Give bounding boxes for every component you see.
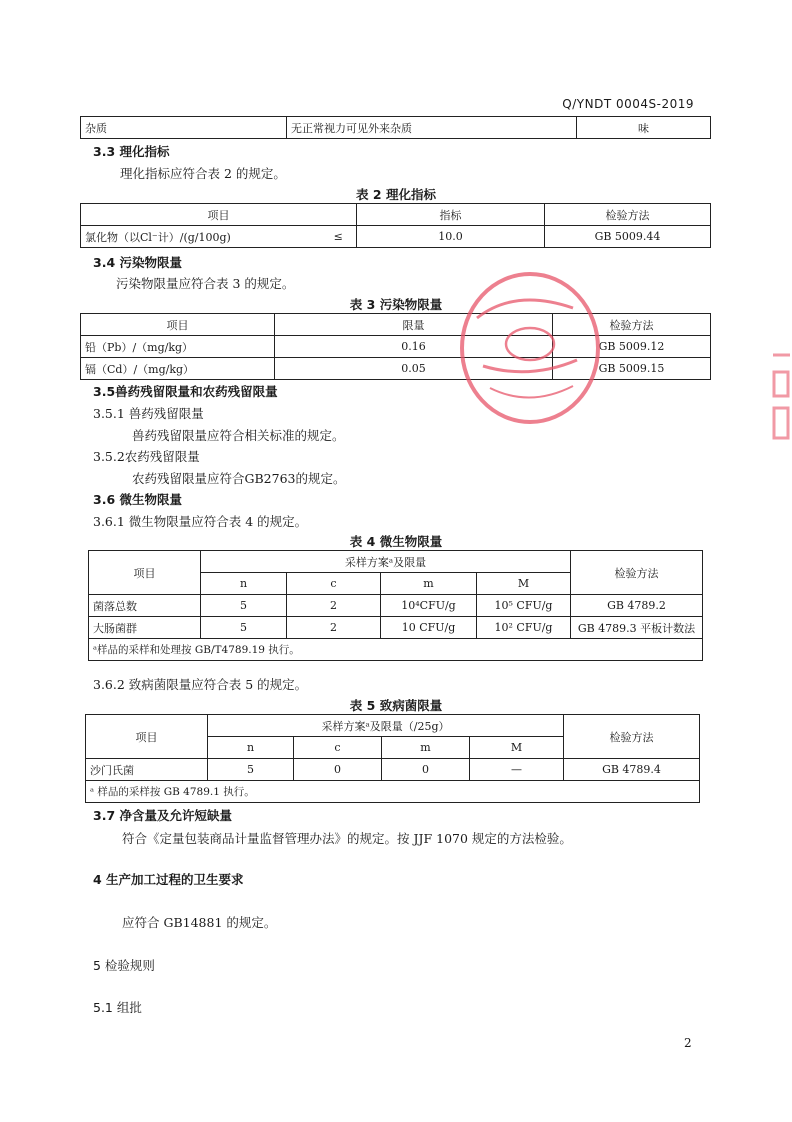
column-header: 项目	[89, 551, 201, 595]
subsection-heading-3-5-2: 3.5.2农药残留限量	[93, 449, 200, 464]
table-header-row	[86, 715, 700, 737]
section-heading-5-1: 5.1 组批	[93, 1000, 142, 1015]
table-3	[80, 313, 711, 380]
page-number: 2	[684, 1036, 692, 1050]
column-header: 采样方案ᵃ及限量	[201, 551, 571, 573]
table-cell: 杂质	[81, 117, 287, 139]
table-cell: 0	[382, 759, 470, 781]
column-header: m	[382, 737, 470, 759]
table-2	[80, 203, 711, 248]
column-header: 采样方案ᵃ及限量（/25g）	[208, 715, 564, 737]
column-header: 项目	[86, 715, 208, 759]
table-cell: 氯化物（以Cl⁻计）/(g/100g)	[81, 226, 321, 248]
table-header-row	[89, 551, 703, 573]
table-cell: 10.0	[357, 226, 545, 248]
section-heading-3-6: 3.6 微生物限量	[93, 492, 182, 507]
table-row	[81, 117, 711, 139]
column-header: 检验方法	[553, 314, 711, 336]
paragraph-3-6-2: 3.6.2 致病菌限量应符合表 5 的规定。	[93, 677, 308, 692]
table-cell: —	[470, 759, 564, 781]
table-cell: GB 5009.15	[553, 358, 711, 380]
column-header: 项目	[81, 314, 275, 336]
table-cell: GB 5009.44	[545, 226, 711, 248]
section-heading-3-3: 3.3 理化指标	[93, 144, 170, 159]
table-row	[81, 226, 711, 248]
table-row	[89, 595, 703, 617]
table-note: ᵃ样品的采样和处理按 GB/T4789.19 执行。	[89, 639, 703, 661]
table-cell: 10⁵ CFU/g	[477, 595, 571, 617]
table-cell: 10 CFU/g	[381, 617, 477, 639]
column-header: m	[381, 573, 477, 595]
table-header-row	[81, 314, 711, 336]
table-5-caption: 表 5 致病菌限量	[349, 698, 443, 713]
column-header: 检验方法	[564, 715, 700, 759]
table-4-caption: 表 4 微生物限量	[349, 534, 443, 549]
section-heading-5: 5 检验规则	[93, 958, 155, 973]
table-cell: GB 4789.2	[571, 595, 703, 617]
paragraph: 3.6.1 微生物限量应符合表 4 的规定。	[93, 514, 308, 529]
section-heading-3-4: 3.4 污染物限量	[93, 255, 182, 270]
paragraph: 理化指标应符合表 2 的规定。	[120, 166, 286, 181]
previous-table-tail	[80, 116, 711, 139]
table-row	[81, 358, 711, 380]
table-3-caption: 表 3 污染物限量	[349, 297, 443, 312]
subsection-heading-3-5-1: 3.5.1 兽药残留限量	[93, 406, 204, 421]
table-note-row	[89, 639, 703, 661]
column-header: 检验方法	[571, 551, 703, 595]
column-header: n	[201, 573, 287, 595]
column-header: 指标	[357, 204, 545, 226]
column-header: c	[294, 737, 382, 759]
section-heading-3-7: 3.7 净含量及允许短缺量	[93, 808, 232, 823]
table-cell: 0	[294, 759, 382, 781]
column-header: M	[477, 573, 571, 595]
table-cell: 铅（Pb）/（mg/kg）	[81, 336, 275, 358]
table-2-caption: 表 2 理化指标	[356, 187, 436, 202]
company-seal-icon	[455, 268, 605, 428]
table-cell: 无正常视力可见外来杂质	[287, 117, 577, 139]
table-cell: ≤	[321, 226, 357, 248]
table-cell: 镉（Cd）/（mg/kg）	[81, 358, 275, 380]
table-note-row	[86, 781, 700, 803]
table-cell: 5	[208, 759, 294, 781]
column-header: n	[208, 737, 294, 759]
paragraph: 应符合 GB14881 的规定。	[122, 915, 277, 930]
table-cell: 5	[201, 595, 287, 617]
table-note: ᵃ 样品的采样按 GB 4789.1 执行。	[86, 781, 700, 803]
edge-stamp-fragment-icon	[770, 350, 792, 450]
table-cell: 大肠菌群	[89, 617, 201, 639]
table-4	[88, 550, 703, 661]
section-heading-4: 4 生产加工过程的卫生要求	[93, 872, 244, 887]
table-5	[85, 714, 700, 803]
document-code: Q/YNDT 0004S-2019	[562, 97, 694, 111]
table-cell: 5	[201, 617, 287, 639]
table-cell: 10² CFU/g	[477, 617, 571, 639]
table-cell: 2	[287, 595, 381, 617]
table-cell: GB 4789.3 平板计数法	[571, 617, 703, 639]
column-header: 项目	[81, 204, 357, 226]
column-header: c	[287, 573, 381, 595]
column-header: M	[470, 737, 564, 759]
paragraph: 兽药残留限量应符合相关标准的规定。	[132, 428, 345, 443]
table-cell: 味	[577, 117, 711, 139]
column-header: 限量	[275, 314, 553, 336]
paragraph: 农药残留限量应符合GB2763的规定。	[132, 471, 346, 486]
table-cell: 2	[287, 617, 381, 639]
table-cell: GB 4789.4	[564, 759, 700, 781]
table-cell: GB 5009.12	[553, 336, 711, 358]
table-cell: 0.05	[275, 358, 553, 380]
table-row	[86, 759, 700, 781]
table-row	[81, 336, 711, 358]
paragraph: 污染物限量应符合表 3 的规定。	[116, 276, 295, 291]
table-header-row	[81, 204, 711, 226]
table-cell: 菌落总数	[89, 595, 201, 617]
paragraph: 符合《定量包装商品计量监督管理办法》的规定。按 JJF 1070 规定的方法检验。	[122, 831, 572, 846]
table-cell: 沙门氏菌	[86, 759, 208, 781]
table-cell: 0.16	[275, 336, 553, 358]
table-cell: 10⁴CFU/g	[381, 595, 477, 617]
column-header: 检验方法	[545, 204, 711, 226]
table-row	[89, 617, 703, 639]
section-heading-3-5: 3.5兽药残留限量和农药残留限量	[93, 384, 278, 399]
